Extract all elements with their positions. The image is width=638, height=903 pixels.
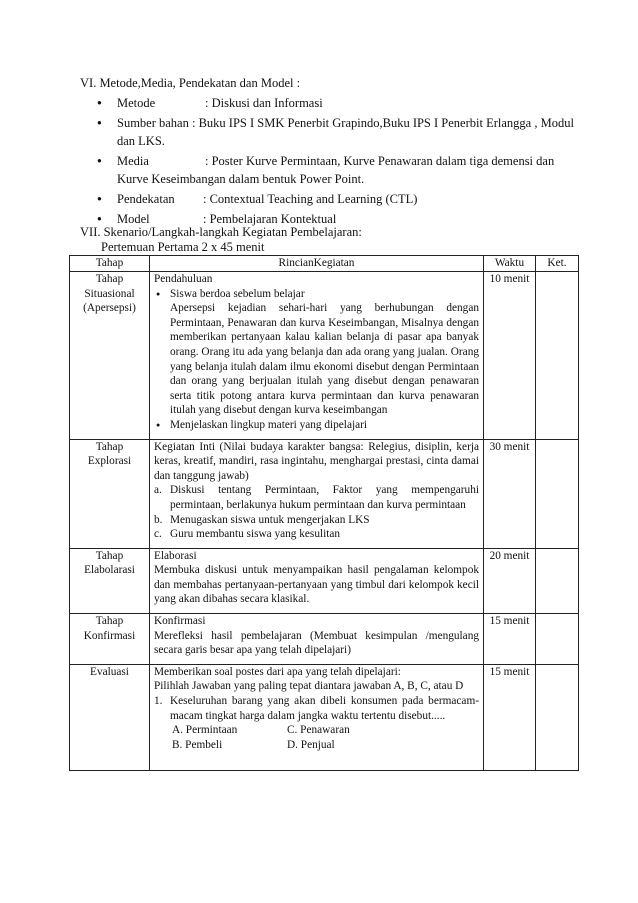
rincian-cell [150,664,484,771]
list-item [154,483,479,512]
ket-cell [536,614,579,665]
activity-table [69,255,579,771]
model-label: Model [117,212,150,226]
tahap-cell: Tahap Konfirmasi [70,614,150,665]
ket-cell [536,272,579,440]
list-item [154,513,479,528]
answer-option: B. Pembeli [172,738,223,751]
source-item [97,114,577,150]
row-title: Konfirmasi [154,615,206,628]
answer-options-row [154,738,479,753]
answer-options-row [154,723,479,738]
rincian-cell [150,548,484,613]
media-value: : Poster Kurve Permintaan, Kurve Penawaran dalam tiga demensi dan Kurve Keseimbangan dalam bentuk Power Point. [117,154,555,186]
waktu-cell: 15 menit [484,664,536,771]
section-7-heading: VII. Skenario/Langkah-langkah Kegiatan Pembelajaran: [80,225,362,239]
model-value: : Pembelajaran Kontektual [203,212,337,226]
waktu-cell: 15 menit [484,614,536,665]
tahap-cell: Tahap Situasional (Apersepsi) [70,272,150,440]
table-row [70,614,579,665]
table-header-row [70,256,579,272]
list-item [154,527,479,542]
rincian-cell [150,272,484,440]
method-item [97,94,577,112]
list-marker: c. [154,528,162,541]
media-label: Media [117,154,149,168]
header-waktu: Waktu [484,256,536,272]
source-label: Sumber bahan [117,116,189,130]
row-title: Elaborasi [154,549,197,562]
row-text: Pilihlah Jawaban yang paling tepat diantara jawaban A, B, C, atau D [154,680,464,693]
answer-option: C. Penawaran [287,724,350,737]
list-item [154,287,479,418]
question-text: Keseluruhan barang yang akan dibeli konsumen pada bermacam-macam tingkat harga dalam jangka waktu tertentu disebut..... [170,695,479,722]
question-item [154,694,479,723]
row-text: Membuka diskusi untuk menyampaikan hasil pengalaman kelompok dan membahas pertanyaan-pertanyaan yang timbul dari kelompok kecil yang akan dibahas secara klasikal. [154,564,479,606]
section-7-subheading: Pertemuan Pertama 2 x 45 menit [101,240,265,254]
row-title: Kegiatan Inti (Nilai budaya karakter bangsa: Relegius, disiplin, kerja keras, kreatif, mandiri, rasa ingintahu, menghargai prestasi, cinta damai dan tanggung jawab) [154,440,479,482]
answer-option: A. Permintaan [172,724,238,737]
question-number: 1. [154,695,163,708]
section-6-heading: VI. Metode,Media, Pendekatan dan Model : [80,76,301,90]
ket-cell [536,548,579,613]
table-row [70,272,579,440]
bullet-icon: ● [156,289,161,298]
method-value: : Diskusi dan Informasi [205,96,323,110]
approach-value: : Contextual Teaching and Learning (CTL) [203,192,418,206]
source-value: : Buku IPS I SMK Penerbit Grapindo,Buku IPS I Penerbit Erlangga , Modul dan LKS. [117,116,574,148]
header-ket: Ket. [536,256,579,272]
list-item-text: Siswa berdoa sebelum belajar Apersepsi kejadian sehari-hari yang berhubungan dengan Permintaan, Penawaran dan kurva Keseimbangan, Misalnya dengan memberikan pertanyaan kalau kalian belanja di pasar apa banyak orang. Orang itu ada yang belanja dan ada orang yang jualan. Orang yang belanja itulah dalam ilmu ekonomi disebut dengan Permintaan dan orang yang berjualan itulah yang disebut dengan penawaran serta titik potong antara kurva permintaan dan kurva penawaran itulah yang disebut dengan kurva keseimbangan [170,287,479,417]
list-marker: a. [154,484,162,497]
table-row [70,664,579,771]
list-item-text: Diskusi tentang Permintaan, Faktor yang mempengaruhi permintaan, berlakunya hukum permintaan dan kurva permintaan [170,484,479,511]
rincian-cell [150,614,484,665]
table-row [70,439,579,548]
row-text: Merefleksi hasil pembelajaran (Membuat kesimpulan /mengulang secara garis besar apa yang telah dipelajari) [154,629,479,657]
bullet-icon: ● [156,420,161,429]
header-rincian: RincianKegiatan [150,256,484,272]
media-item [97,152,577,188]
table-row [70,548,579,613]
answer-option: D. Penjual [287,738,335,751]
approach-label: Pendekatan [117,192,175,206]
waktu-cell: 30 menit [484,439,536,548]
method-list [97,94,577,230]
waktu-cell: 10 menit [484,272,536,440]
list-item-text: Menugaskan siswa untuk mengerjakan LKS [170,513,370,526]
rincian-cell [150,439,484,548]
ket-cell [536,664,579,771]
list-item-text: Menjelaskan lingkup materi yang dipelajari [170,418,368,431]
approach-item [97,190,577,208]
row-title: Memberikan soal postes dari apa yang telah dipelajari: [154,665,401,678]
tahap-cell: Tahap Elabolarasi [70,548,150,613]
row-title: Pendahuluan [154,273,213,285]
list-item-text: Guru membantu siswa yang kesulitan [170,528,341,541]
ket-cell [536,439,579,548]
tahap-cell: Tahap Explorasi [70,439,150,548]
header-tahap: Tahap [70,256,150,272]
waktu-cell: 20 menit [484,548,536,613]
list-item [154,418,479,433]
list-marker: b. [154,513,163,526]
method-label: Metode [117,96,156,110]
tahap-cell: Evaluasi [70,664,150,771]
